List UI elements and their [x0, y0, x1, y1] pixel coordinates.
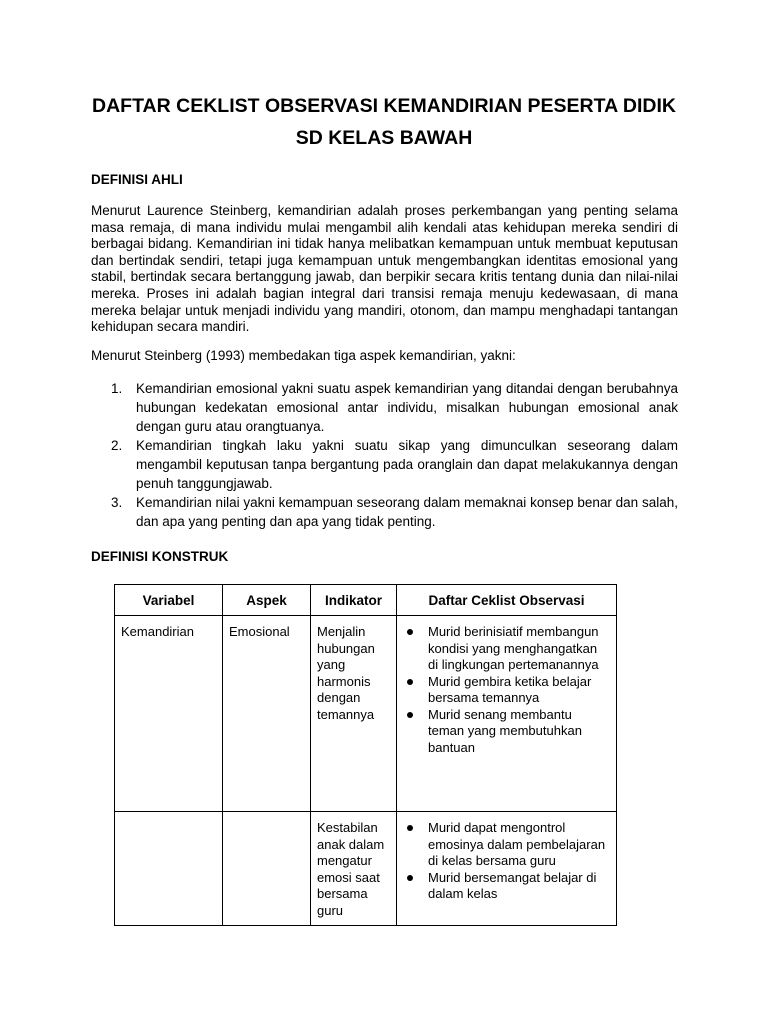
column-header-variabel: Variabel	[115, 585, 223, 616]
cell-indikator: Kestabilan anak dalam mengatur emosi saat bersama guru	[311, 812, 397, 926]
bullet-dot-icon	[407, 825, 413, 831]
cell-variabel: Kemandirian	[115, 616, 223, 812]
list-item-text: Kemandirian tingkah laku yakni suatu sikap yang dimunculkan seseorang dalam mengambil keputusan tanpa bergantung pada oranglain dan dapat melakukannya dengan penuh tanggungjawab.	[136, 438, 678, 491]
checklist-item	[403, 820, 610, 870]
cell-aspek	[223, 812, 311, 926]
cell-variabel	[115, 812, 223, 926]
list-item	[91, 436, 678, 493]
checklist-item	[403, 870, 610, 903]
list-item-text: Kemandirian nilai yakni kemampuan seseorang dalam memaknai konsep benar dan salah, dan apa yang penting dan apa yang tidak penting.	[136, 495, 678, 529]
cell-checklist	[397, 616, 617, 812]
document-title: DAFTAR CEKLIST OBSERVASI KEMANDIRIAN PESERTA DIDIK SD KELAS BAWAH	[92, 95, 676, 149]
bullet-dot-icon	[407, 712, 413, 718]
checklist-item-text: Murid bersemangat belajar di dalam kelas	[428, 869, 597, 901]
cell-indikator: Menjalin hubungan yang harmonis dengan temannya	[311, 616, 397, 812]
list-number: 3.	[111, 495, 123, 510]
checklist-list	[403, 624, 610, 756]
aspects-list	[91, 379, 678, 531]
paragraph-steinberg-definition: Menurut Laurence Steinberg, kemandirian adalah proses perkembangan yang penting selama masa remaja, di mana individu mulai mengambil alih kendali atas kehidupan mereka sendiri di berbagai bidang. Kemandirian ini tidak hanya melibatkan kemampuan untuk membuat keputusan dan bertindak sendiri, tetapi juga kemampuan untuk mengembangkan identitas emosional yang stabil, bertindak secara bertanggung jawab, dan berpikir secara kritis tentang dunia dan nilai-nilai mereka. Proses ini adalah bagian integral dari transisi remaja menuju kedewasaan, di mana mereka belajar untuk menjadi individu yang mandiri, otonom, dan mampu menghadapi tantangan kehidupan secara mandiri.	[91, 203, 678, 335]
cell-aspek: Emosional	[223, 616, 311, 812]
bullet-dot-icon	[407, 629, 413, 635]
table-row	[115, 616, 617, 812]
list-number: 2.	[111, 438, 123, 453]
column-header-aspek: Aspek	[223, 585, 311, 616]
column-header-indikator: Indikator	[311, 585, 397, 616]
bullet-dot-icon	[407, 679, 413, 685]
checklist-item-text: Murid dapat mengontrol emosinya dalam pembelajaran di kelas bersama guru	[428, 820, 606, 868]
list-number: 1.	[111, 381, 123, 396]
checklist-item-text: Murid senang membantu teman yang membutuhkan bantuan	[428, 706, 582, 755]
bullet-dot-icon	[407, 875, 413, 881]
checklist-item	[403, 707, 610, 757]
construct-table	[114, 584, 617, 926]
table-header-row	[115, 585, 617, 616]
list-item	[91, 493, 678, 531]
section-heading-definisi-ahli: DEFINISI AHLI	[91, 172, 183, 187]
table-row	[115, 812, 617, 926]
checklist-list	[403, 820, 610, 903]
section-heading-definisi-konstruk: DEFINISI KONSTRUK	[91, 549, 229, 564]
checklist-item	[403, 624, 610, 674]
checklist-item-text: Murid berinisiatif membangun kondisi yang menghangatkan di lingkungan pertemanannya	[428, 624, 599, 672]
checklist-item	[403, 674, 610, 707]
column-header-checklist: Daftar Ceklist Observasi	[397, 585, 617, 616]
paragraph-aspects-intro: Menurut Steinberg (1993) membedakan tiga aspek kemandirian, yakni:	[91, 348, 516, 363]
list-item	[91, 379, 678, 436]
list-item-text: Kemandirian emosional yakni suatu aspek kemandirian yang ditandai dengan berubahnya hubungan kedekatan emosional antar individu, misalkan hubungan emosional anak dengan guru atau orangtuanya.	[136, 381, 678, 434]
cell-checklist	[397, 812, 617, 926]
checklist-item-text: Murid gembira ketika belajar bersama temannya	[428, 673, 592, 705]
